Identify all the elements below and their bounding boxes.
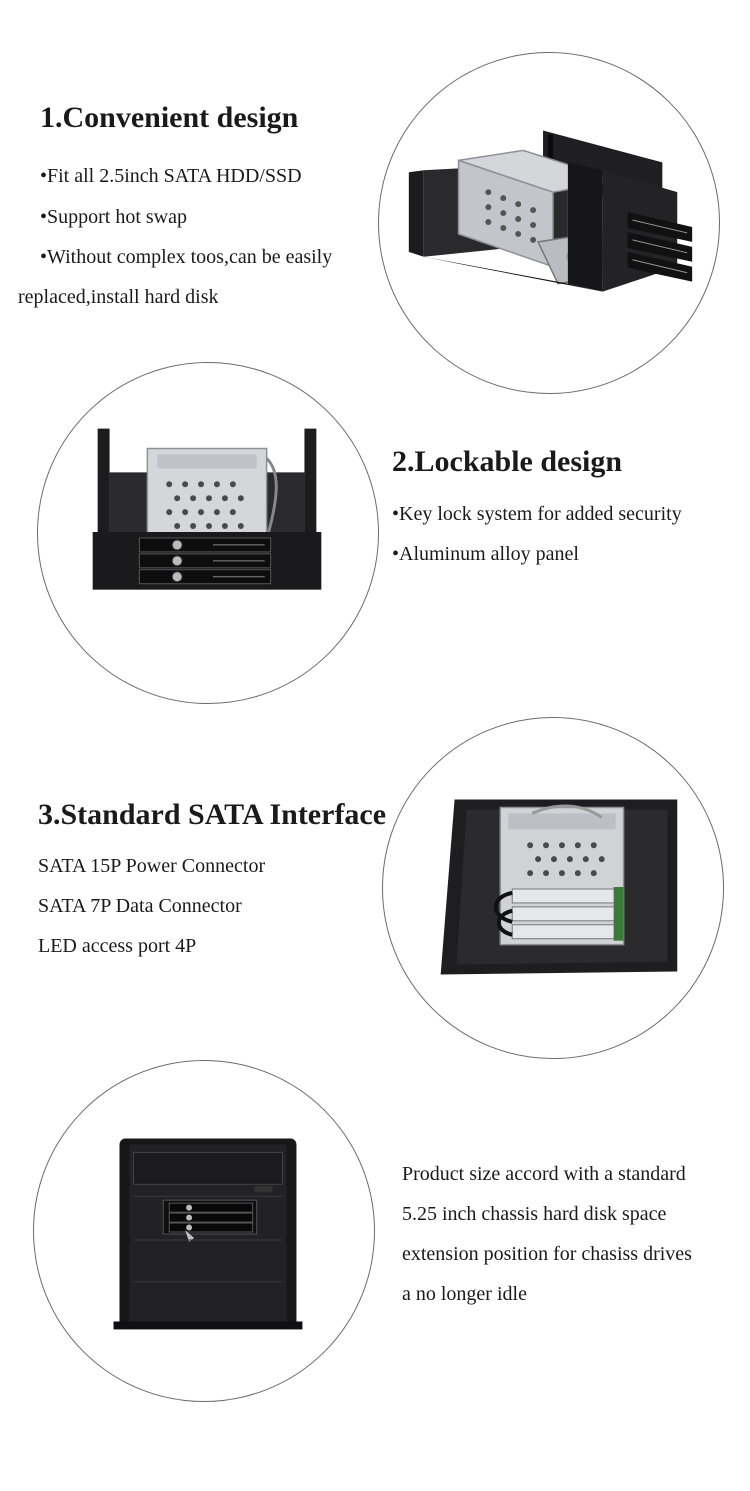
bracket-rear-connectors-photo-icon <box>383 718 723 1058</box>
section4-line-4: a no longer idle <box>402 1283 527 1305</box>
section4-line-2: 5.25 inch chassis hard disk space <box>402 1203 667 1225</box>
bracket-angled-photo-icon <box>379 53 719 393</box>
section1-heading: 1.Convenient design <box>40 101 299 134</box>
section1-bullet-1: •Fit all 2.5inch SATA HDD/SSD <box>40 165 302 187</box>
product-photo-circle-4 <box>33 1060 375 1402</box>
section3-line-1: SATA 15P Power Connector <box>38 855 266 877</box>
section2-bullet-2: •Aluminum alloy panel <box>392 543 579 565</box>
product-photo-circle-1 <box>378 52 720 394</box>
section1-continuation: replaced,install hard disk <box>18 286 219 308</box>
section3-heading: 3.Standard SATA Interface <box>38 798 387 831</box>
product-photo-circle-2 <box>37 362 379 704</box>
pc-tower-photo-icon <box>34 1061 374 1401</box>
section3-line-3: LED access port 4P <box>38 935 197 957</box>
section2-heading: 2.Lockable design <box>392 445 623 478</box>
section4-line-3: extension position for chasiss drives <box>402 1243 692 1265</box>
section4-line-1: Product size accord with a standard <box>402 1163 686 1185</box>
bracket-front-photo-icon <box>38 363 378 703</box>
section1-bullet-3: •Without complex toos,can be easily <box>40 246 333 268</box>
product-photo-circle-3 <box>382 717 724 1059</box>
section2-bullet-1: •Key lock system for added security <box>392 503 682 525</box>
section1-bullet-2: •Support hot swap <box>40 206 188 228</box>
section3-line-2: SATA 7P Data Connector <box>38 895 242 917</box>
